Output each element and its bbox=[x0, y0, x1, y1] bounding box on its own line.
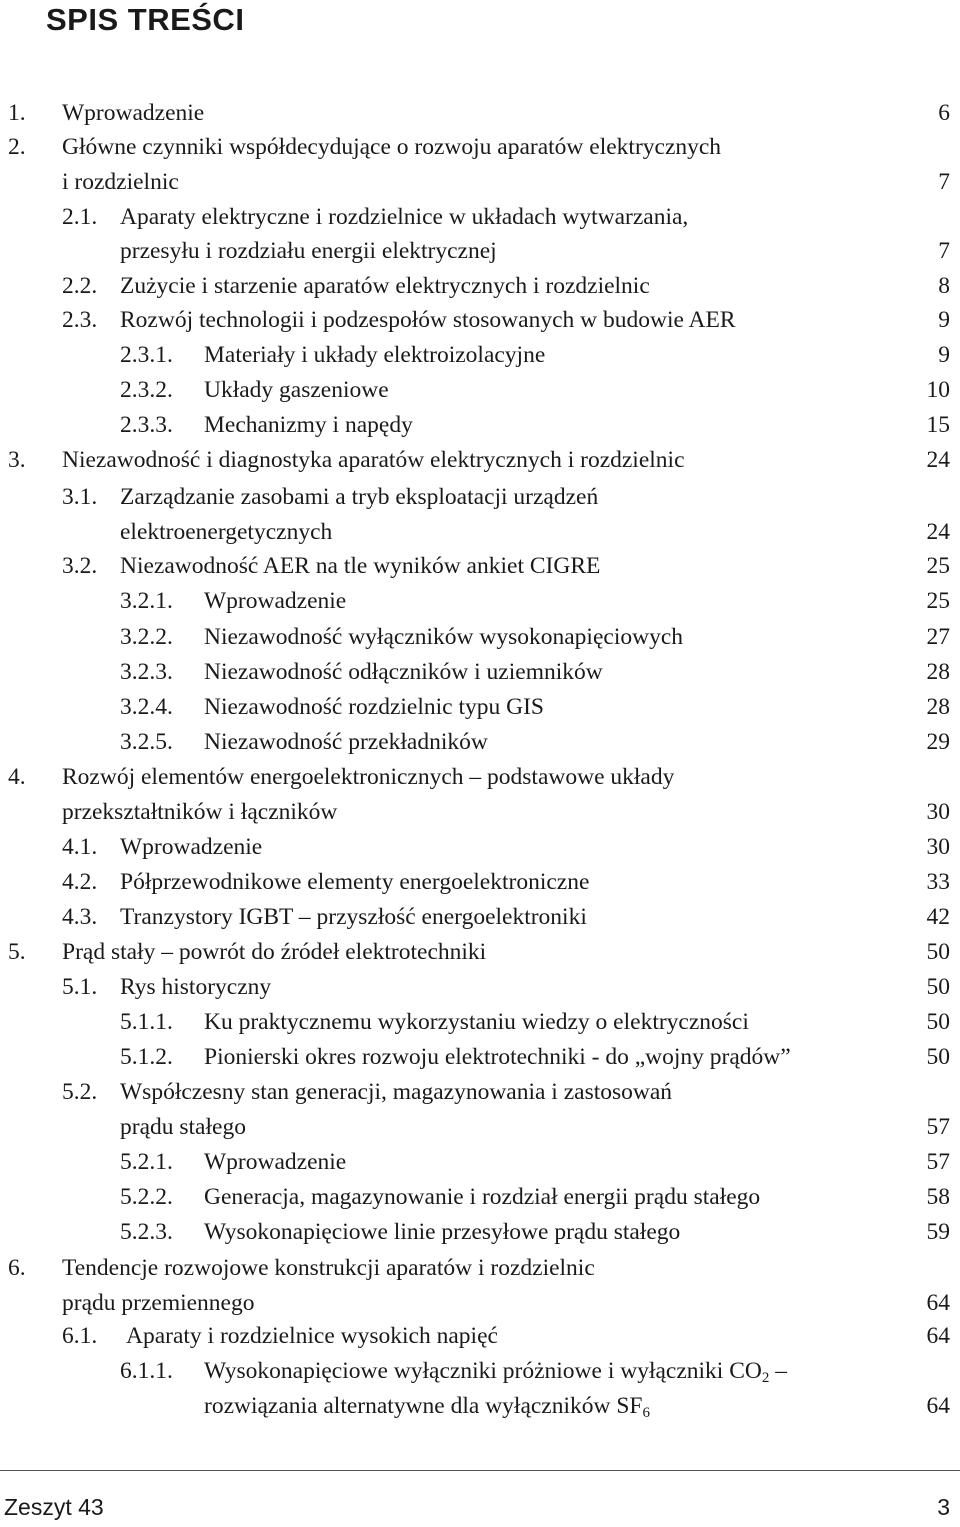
toc-title-text: Główne czynniki współdecydujące o rozwoju aparatów elektrycznych bbox=[62, 134, 722, 160]
toc-number: 2.3.3. bbox=[120, 412, 173, 438]
toc-page-number: 57 bbox=[926, 1149, 950, 1175]
toc-page-number: 25 bbox=[926, 588, 950, 614]
toc-title-text: Półprzewodnikowe elementy energoelektroniczne bbox=[120, 869, 590, 895]
toc-page-number: 25 bbox=[926, 553, 950, 579]
toc-title bbox=[120, 480, 598, 515]
toc-number: 2. bbox=[8, 134, 26, 160]
toc-number: 4. bbox=[8, 764, 26, 790]
toc-title bbox=[204, 1005, 749, 1040]
toc-title-text: Mechanizmy i napędy bbox=[204, 412, 413, 438]
toc-title-line2 bbox=[120, 234, 497, 269]
toc-title-line2 bbox=[62, 795, 337, 830]
toc-page-number: 6 bbox=[938, 100, 950, 126]
toc-entry bbox=[0, 96, 960, 131]
toc-entry-continuation bbox=[0, 165, 960, 200]
toc-title bbox=[120, 303, 736, 338]
toc-number: 5.2. bbox=[62, 1079, 98, 1105]
toc-page-number: 58 bbox=[926, 1184, 950, 1210]
toc-page-number: 10 bbox=[926, 377, 950, 403]
toc-title-text: Wprowadzenie bbox=[62, 100, 205, 126]
toc-title bbox=[204, 1215, 680, 1250]
toc-title bbox=[204, 584, 346, 619]
toc-entry bbox=[0, 970, 960, 1005]
toc-entry bbox=[0, 443, 960, 478]
toc-number: 6.1.1. bbox=[120, 1358, 173, 1384]
toc-page-number: 59 bbox=[926, 1219, 950, 1245]
toc-entry bbox=[0, 338, 960, 373]
toc-title bbox=[204, 725, 488, 760]
toc-title bbox=[120, 200, 688, 235]
toc-page-number: 50 bbox=[926, 974, 950, 1000]
toc-title-text: Aparaty i rozdzielnice wysokich napięć bbox=[126, 1323, 498, 1349]
toc-number: 6.1. bbox=[62, 1323, 98, 1349]
toc-page-number: 30 bbox=[926, 834, 950, 860]
toc-entry bbox=[0, 1354, 960, 1389]
toc-title-text: Wysokonapięciowe wyłączniki próżniowe i wyłączniki CO bbox=[204, 1358, 762, 1384]
toc-number: 5.1.2. bbox=[120, 1044, 173, 1070]
toc-title-text: Niezawodność przekładników bbox=[204, 729, 488, 755]
toc-title-text: Rys historyczny bbox=[120, 974, 272, 1000]
toc-title bbox=[204, 338, 545, 373]
toc-title-line2 bbox=[120, 1110, 246, 1145]
toc-entry bbox=[0, 725, 960, 760]
toc-title-line2-text: i rozdzielnic bbox=[62, 169, 179, 195]
toc-title bbox=[204, 1040, 791, 1075]
toc-title-text: Rozwój elementów energoelektronicznych – podstawowe układy bbox=[62, 764, 675, 790]
toc-number: 2.2. bbox=[62, 273, 98, 299]
toc-title bbox=[120, 900, 587, 935]
toc-title-text: Zużycie i starzenie aparatów elektrycznych i rozdzielnic bbox=[120, 273, 650, 299]
toc-page-number: 50 bbox=[926, 1009, 950, 1035]
toc-entry-continuation bbox=[0, 234, 960, 269]
toc-number: 3.2.5. bbox=[120, 729, 173, 755]
toc-entry bbox=[0, 1251, 960, 1286]
toc-entry bbox=[0, 1040, 960, 1075]
toc-page-number: 50 bbox=[926, 939, 950, 965]
toc-title bbox=[204, 1180, 760, 1215]
toc-number: 5. bbox=[8, 939, 26, 965]
toc-title-subscript: 2 bbox=[761, 1370, 770, 1386]
toc-page-number: 9 bbox=[938, 342, 950, 368]
toc-title bbox=[126, 1319, 498, 1354]
toc-entry bbox=[0, 584, 960, 619]
page-title: SPIS TREŚCI bbox=[46, 2, 245, 37]
toc-title-text: Rozwój technologii i podzespołów stosowanych w budowie AER bbox=[120, 307, 736, 333]
toc-number: 3. bbox=[8, 447, 26, 473]
toc-entry bbox=[0, 373, 960, 408]
toc-entry-continuation bbox=[0, 1389, 960, 1424]
toc-entry bbox=[0, 480, 960, 515]
toc-title-text: Materiały i układy elektroizolacyjne bbox=[204, 342, 546, 368]
toc-entry bbox=[0, 1005, 960, 1040]
toc-page-number: 24 bbox=[926, 519, 950, 545]
toc-entry bbox=[0, 830, 960, 865]
toc-title bbox=[204, 655, 603, 690]
toc-title-text: Współczesny stan generacji, magazynowania i zastosowań bbox=[120, 1079, 673, 1105]
toc-page-number: 30 bbox=[926, 799, 950, 825]
toc-number: 3.2.4. bbox=[120, 694, 173, 720]
toc-entry bbox=[0, 1075, 960, 1110]
toc-title bbox=[204, 373, 389, 408]
toc-entry-continuation bbox=[0, 1286, 960, 1321]
toc-title-text: Zarządzanie zasobami a tryb eksploatacji urządzeń bbox=[120, 484, 599, 510]
toc-number: 2.3.1. bbox=[120, 342, 173, 368]
toc-number: 2.1. bbox=[62, 204, 98, 230]
toc-title bbox=[120, 830, 262, 865]
toc-page-number: 64 bbox=[926, 1323, 950, 1349]
toc-number: 2.3.2. bbox=[120, 377, 173, 403]
toc-number: 5.1. bbox=[62, 974, 98, 1000]
toc-title bbox=[120, 970, 271, 1005]
toc-page-number: 57 bbox=[926, 1114, 950, 1140]
toc-title-text: Generacja, magazynowanie i rozdział energii prądu stałego bbox=[204, 1184, 761, 1210]
toc-title bbox=[62, 96, 204, 131]
toc-number: 3.2.1. bbox=[120, 588, 173, 614]
toc-title-text: Wprowadzenie bbox=[204, 1149, 347, 1175]
toc-title bbox=[204, 620, 683, 655]
toc-title-text: Niezawodność rozdzielnic typu GIS bbox=[204, 694, 544, 720]
toc-entry bbox=[0, 200, 960, 235]
toc-page-number: 8 bbox=[938, 273, 950, 299]
toc-entry bbox=[0, 865, 960, 900]
toc-number: 5.2.2. bbox=[120, 1184, 173, 1210]
footer-divider bbox=[0, 1470, 960, 1471]
toc-title-line2-text: rozwiązania alternatywne dla wyłączników SF bbox=[204, 1393, 643, 1419]
toc-title-line2 bbox=[62, 1286, 255, 1321]
toc-entry bbox=[0, 655, 960, 690]
toc-number: 5.2.3. bbox=[120, 1219, 173, 1245]
toc-title-line2-text: elektroenergetycznych bbox=[120, 519, 333, 545]
toc-title bbox=[204, 690, 544, 725]
toc-page-number: 64 bbox=[926, 1393, 950, 1419]
toc-title-text: Tendencje rozwojowe konstrukcji aparatów i rozdzielnic bbox=[62, 1255, 595, 1281]
toc-title bbox=[120, 865, 589, 900]
toc-title-text: Tranzystory IGBT – przyszłość energoelektroniki bbox=[120, 904, 587, 930]
toc-title-text: Wprowadzenie bbox=[120, 834, 263, 860]
toc-entry bbox=[0, 1215, 960, 1250]
toc-page-number: 28 bbox=[926, 694, 950, 720]
footer-journal-issue: Zeszyt 43 bbox=[4, 1494, 104, 1520]
toc-title-text: Ku praktycznemu wykorzystaniu wiedzy o elektryczności bbox=[204, 1009, 749, 1035]
toc-page-number: 42 bbox=[926, 904, 950, 930]
toc-entry bbox=[0, 690, 960, 725]
toc-page-number: 9 bbox=[938, 307, 950, 333]
toc-title bbox=[120, 549, 600, 584]
toc-number: 4.2. bbox=[62, 869, 98, 895]
toc-number: 4.1. bbox=[62, 834, 98, 860]
toc-entry bbox=[0, 900, 960, 935]
toc-number: 3.2.3. bbox=[120, 659, 173, 685]
toc-number: 2.3. bbox=[62, 307, 98, 333]
toc-title bbox=[62, 443, 685, 478]
toc-number: 5.2.1. bbox=[120, 1149, 173, 1175]
toc-title-text: Niezawodność wyłączników wysokonapięciowych bbox=[204, 624, 683, 650]
toc-number: 3.2.2. bbox=[120, 624, 173, 650]
toc-page-number: 28 bbox=[926, 659, 950, 685]
toc-entry bbox=[0, 549, 960, 584]
toc-title bbox=[62, 760, 674, 795]
toc-title-text: Wprowadzenie bbox=[204, 588, 347, 614]
toc-title-text: Niezawodność AER na tle wyników ankiet CIGRE bbox=[120, 553, 601, 579]
toc-title-line2-text: prądu stałego bbox=[120, 1114, 246, 1140]
toc-entry bbox=[0, 1180, 960, 1215]
toc-page-number: 50 bbox=[926, 1044, 950, 1070]
toc-number: 1. bbox=[8, 100, 26, 126]
toc-entry bbox=[0, 1145, 960, 1180]
toc-title-line2-text: prądu przemiennego bbox=[62, 1290, 255, 1316]
toc-title-text: Pionierski okres rozwoju elektrotechniki - do „wojny prądów” bbox=[204, 1044, 791, 1070]
toc-page-number: 33 bbox=[926, 869, 950, 895]
toc-page-number: 29 bbox=[926, 729, 950, 755]
toc-title-text: Niezawodność odłączników i uziemników bbox=[204, 659, 603, 685]
toc-entry bbox=[0, 1319, 960, 1354]
toc-number: 6. bbox=[8, 1255, 26, 1281]
toc-number: 3.1. bbox=[62, 484, 98, 510]
toc-title bbox=[120, 269, 650, 304]
toc-entry bbox=[0, 303, 960, 338]
toc-page-number: 27 bbox=[926, 624, 950, 650]
footer-page-number: 3 bbox=[937, 1494, 950, 1520]
toc-page-number: 24 bbox=[926, 447, 950, 473]
toc-title-text: Prąd stały – powrót do źródeł elektrotechniki bbox=[62, 939, 487, 965]
toc-title-text: Układy gaszeniowe bbox=[204, 377, 389, 403]
toc-title-text: Wysokonapięciowe linie przesyłowe prądu stałego bbox=[204, 1219, 681, 1245]
toc-title-line2-text: przekształtników i łączników bbox=[62, 799, 338, 825]
toc-number: 5.1.1. bbox=[120, 1009, 173, 1035]
toc-title bbox=[204, 1145, 346, 1180]
toc-entry-continuation bbox=[0, 515, 960, 550]
toc-title-line2 bbox=[62, 165, 179, 200]
toc-title-line2 bbox=[120, 515, 332, 550]
toc-title-text: Aparaty elektryczne i rozdzielnice w układach wytwarzania, bbox=[120, 204, 689, 230]
toc-entry bbox=[0, 935, 960, 970]
toc-title bbox=[120, 1075, 672, 1110]
toc-entry bbox=[0, 620, 960, 655]
toc-title bbox=[204, 408, 413, 443]
toc-title-line2-text: przesyłu i rozdziału energii elektrycznej bbox=[120, 238, 497, 264]
toc-number: 3.2. bbox=[62, 553, 98, 579]
toc-page-number: 7 bbox=[938, 238, 950, 264]
toc-number: 4.3. bbox=[62, 904, 98, 930]
toc-title bbox=[62, 130, 721, 165]
toc-entry bbox=[0, 130, 960, 165]
toc-title bbox=[62, 935, 486, 970]
toc-entry bbox=[0, 408, 960, 443]
toc-entry-continuation bbox=[0, 795, 960, 830]
toc-title-line2 bbox=[204, 1389, 650, 1431]
toc-entry bbox=[0, 760, 960, 795]
toc-title-line2-subscript: 6 bbox=[642, 1405, 651, 1421]
toc-title-tail: – bbox=[769, 1358, 787, 1384]
toc-title-text: Niezawodność i diagnostyka aparatów elektrycznych i rozdzielnic bbox=[62, 447, 685, 473]
toc-entry bbox=[0, 269, 960, 304]
toc-page-number: 64 bbox=[926, 1290, 950, 1316]
toc-page-number: 15 bbox=[926, 412, 950, 438]
toc-title bbox=[62, 1251, 595, 1286]
toc-page-number: 7 bbox=[938, 169, 950, 195]
toc-entry-continuation bbox=[0, 1110, 960, 1145]
